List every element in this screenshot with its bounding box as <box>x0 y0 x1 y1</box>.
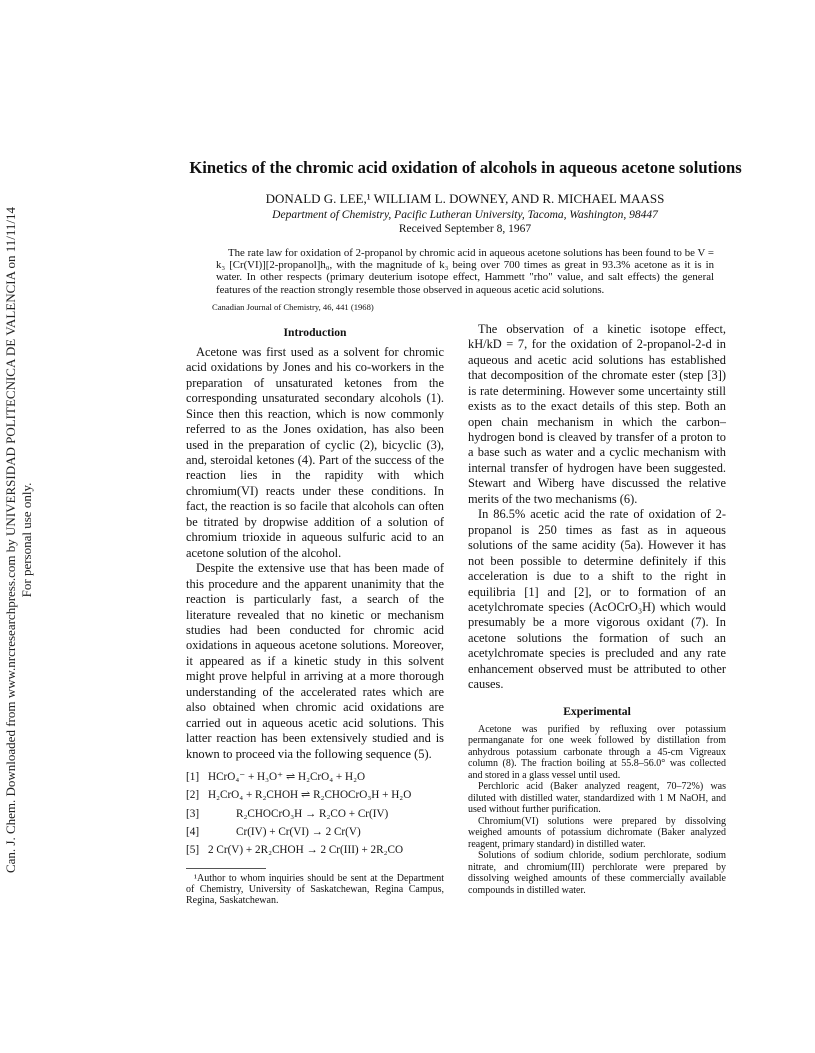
experimental-paragraph-2: Perchloric acid (Baker analyzed reagent, 70–72%) was diluted with distilled water, standardized with 1 M NaOH, and used without further purification. <box>468 781 726 816</box>
journal-citation: Canadian Journal of Chemistry, 46, 441 (1968) <box>212 301 374 312</box>
intro-paragraph-2: Despite the extensive use that has been made of this procedure and the apparent unanimity that the reaction is particularly fast, a search of the literature revealed that no kinetic or mechanism studies had been conducted for chromic acid oxidations in aqueous acetone solutions. Moreover, it appeared as if a kinetic study in this solvent might prove helpful in arriving at a more thorough understanding of the accelerated rates which are also obtained when chromic acid oxidations are carried out in aqueous acetic acid solutions. This latter reaction has been extensively studied and is known to proceed via the following sequence (5). <box>186 561 444 761</box>
experimental-paragraph-3: Chromium(VI) solutions were prepared by dissolving weighed amounts of potassium dichromate (Baker analyzed reagent, primary standard) in distilled water. <box>468 815 726 850</box>
equation-expression: Cr(IV) + Cr(VI) → 2 Cr(V) <box>236 825 361 838</box>
equation-number: [1] <box>186 771 200 784</box>
equation-number: [2] <box>186 789 200 802</box>
author-list <box>200 191 730 207</box>
experimental-heading: Experimental <box>563 704 631 718</box>
equation-expression: 2 Cr(V) + 2R₂CHOH → 2 Cr(III) + 2R₂CO <box>208 844 404 857</box>
footnote-divider <box>186 868 266 869</box>
article-page <box>186 158 742 906</box>
intro-paragraph-4: In 86.5% acetic acid the rate of oxidation of 2-propanol is 250 times as fast as in aqueous solutions of the same acidity (5a). However it has not been possible to determine definitely if this acceleration is due to a shift to the right in equilibria [1] and [2], or to formation of an acetylchromate species (AcOCrO₃H) which would presumably be a more vigorous oxidant (7). In acetone solutions the formation of such an acetylchromate species is precluded and any rate enhancement observed must be attributed to other causes. <box>468 507 726 692</box>
footnote: ¹Author to whom inquiries should be sent at the Department of Chemistry, University of Saskatchewan, Regina Campus, Regina, Saskatchewan. <box>186 872 444 906</box>
equation-number: [3] <box>186 807 200 820</box>
download-notice-line2: For personal use only. <box>19 482 34 598</box>
experimental-paragraph-4: Solutions of sodium chloride, sodium perchlorate, sodium nitrate, and chromium(III) perchlorate were prepared by dissolving weighed amounts of these commercially available compounds in distilled water. <box>468 850 726 896</box>
equation-number: [5] <box>186 844 200 857</box>
right-column <box>468 322 726 906</box>
intro-paragraph-1: Acetone was first used as a solvent for chromic acid oxidations by Jones and his co-workers in the preparation of unsaturated ketones from the corresponding unsaturated secondary alcohols (1). Since then this reaction, which is now commonly referred to as the Jones oxidation, has also been used in the preparation of cyclic (2), bicyclic (3), and, steroidal ketones (4). Part of the success of the reaction lies in the rapidity with which chromium(VI) reacts under these conditions. In fact, the reaction is so facile that alcohols can often be titrated by dropwise addition of a solution of chromium trioxide in aqueous sulfuric acid to an acetone solution of the alcohol. <box>186 344 444 560</box>
left-column <box>186 322 444 906</box>
reaction-sequence <box>186 768 444 859</box>
equation <box>186 841 444 859</box>
equation <box>186 805 444 823</box>
experimental-paragraph-1: Acetone was purified by refluxing over potassium permanganate for one week followed by distillation from anhydrous potassium carbonate through a 45-cm Vigreaux column (8). The fraction boiling at 55.8–56.0° was collected and stored in a glass vessel until used. <box>468 723 726 781</box>
affiliation: Department of Chemistry, Pacific Lutheran University, Tacoma, Washington, 98447 <box>272 209 658 221</box>
equation-expression: HCrO₄⁻ + H₃O⁺ ⇌ H₂CrO₄ + H₂O <box>208 771 366 784</box>
two-column-body <box>186 322 726 906</box>
received-date: Received September 8, 1967 <box>398 223 532 235</box>
equation <box>186 786 444 804</box>
download-notice <box>3 207 35 873</box>
download-notice-line1: Can. J. Chem. Downloaded from www.nrcresearchpress.com by UNIVERSIDAD POLITECNICA DE VALENCIA on 11/11/14 <box>3 206 18 874</box>
equation <box>186 768 444 786</box>
equation-expression: H₂CrO₄ + R₂CHOH ⇌ R₂CHOCrO₃H + H₂O <box>208 789 412 802</box>
equation-expression: R₂CHOCrO₃H → R₂CO + Cr(IV) <box>236 807 389 820</box>
abstract: The rate law for oxidation of 2-propanol by chromic acid in aqueous acetone solutions has been found to be V = k₃ [Cr(VI)][2-propanol]h₀, with the magnitude of k₃ being over 700 times as great in 93.3% acetone as it is in water. In other respects (primary deuterium isotope effect, Hammett "rho" value, and salt effects) the general features of the reaction strongly resemble those observed in aqueous acetic acid solutions. <box>216 247 714 296</box>
equation-number: [4] <box>186 825 200 838</box>
introduction-heading: Introduction <box>283 325 347 339</box>
author-names: DONALD G. LEE,¹ WILLIAM L. DOWNEY, AND R. MICHAEL MAASS <box>265 191 665 206</box>
download-notice-sidebar <box>2 180 36 900</box>
equation <box>186 823 444 841</box>
article-title: Kinetics of the chromic acid oxidation of alcohols in aqueous acetone solutions <box>189 158 742 177</box>
intro-paragraph-3: The observation of a kinetic isotope effect, kH/kD = 7, for the oxidation of 2-propanol-2-d in aqueous and acetic acid solutions has established that decomposition of the chromate ester (step [3]) is rate determining. However some uncertainty still exists as to the exact details of this step. Both an open chain mechanism in which the carbon–hydrogen bond is cleaved by transfer of a proton to a base such as water and a cyclic mechanism with internal transfer of hydrogen have been suggested. Stewart and Wiberg have discussed the relative merits of the two mechanisms (6). <box>468 321 726 506</box>
